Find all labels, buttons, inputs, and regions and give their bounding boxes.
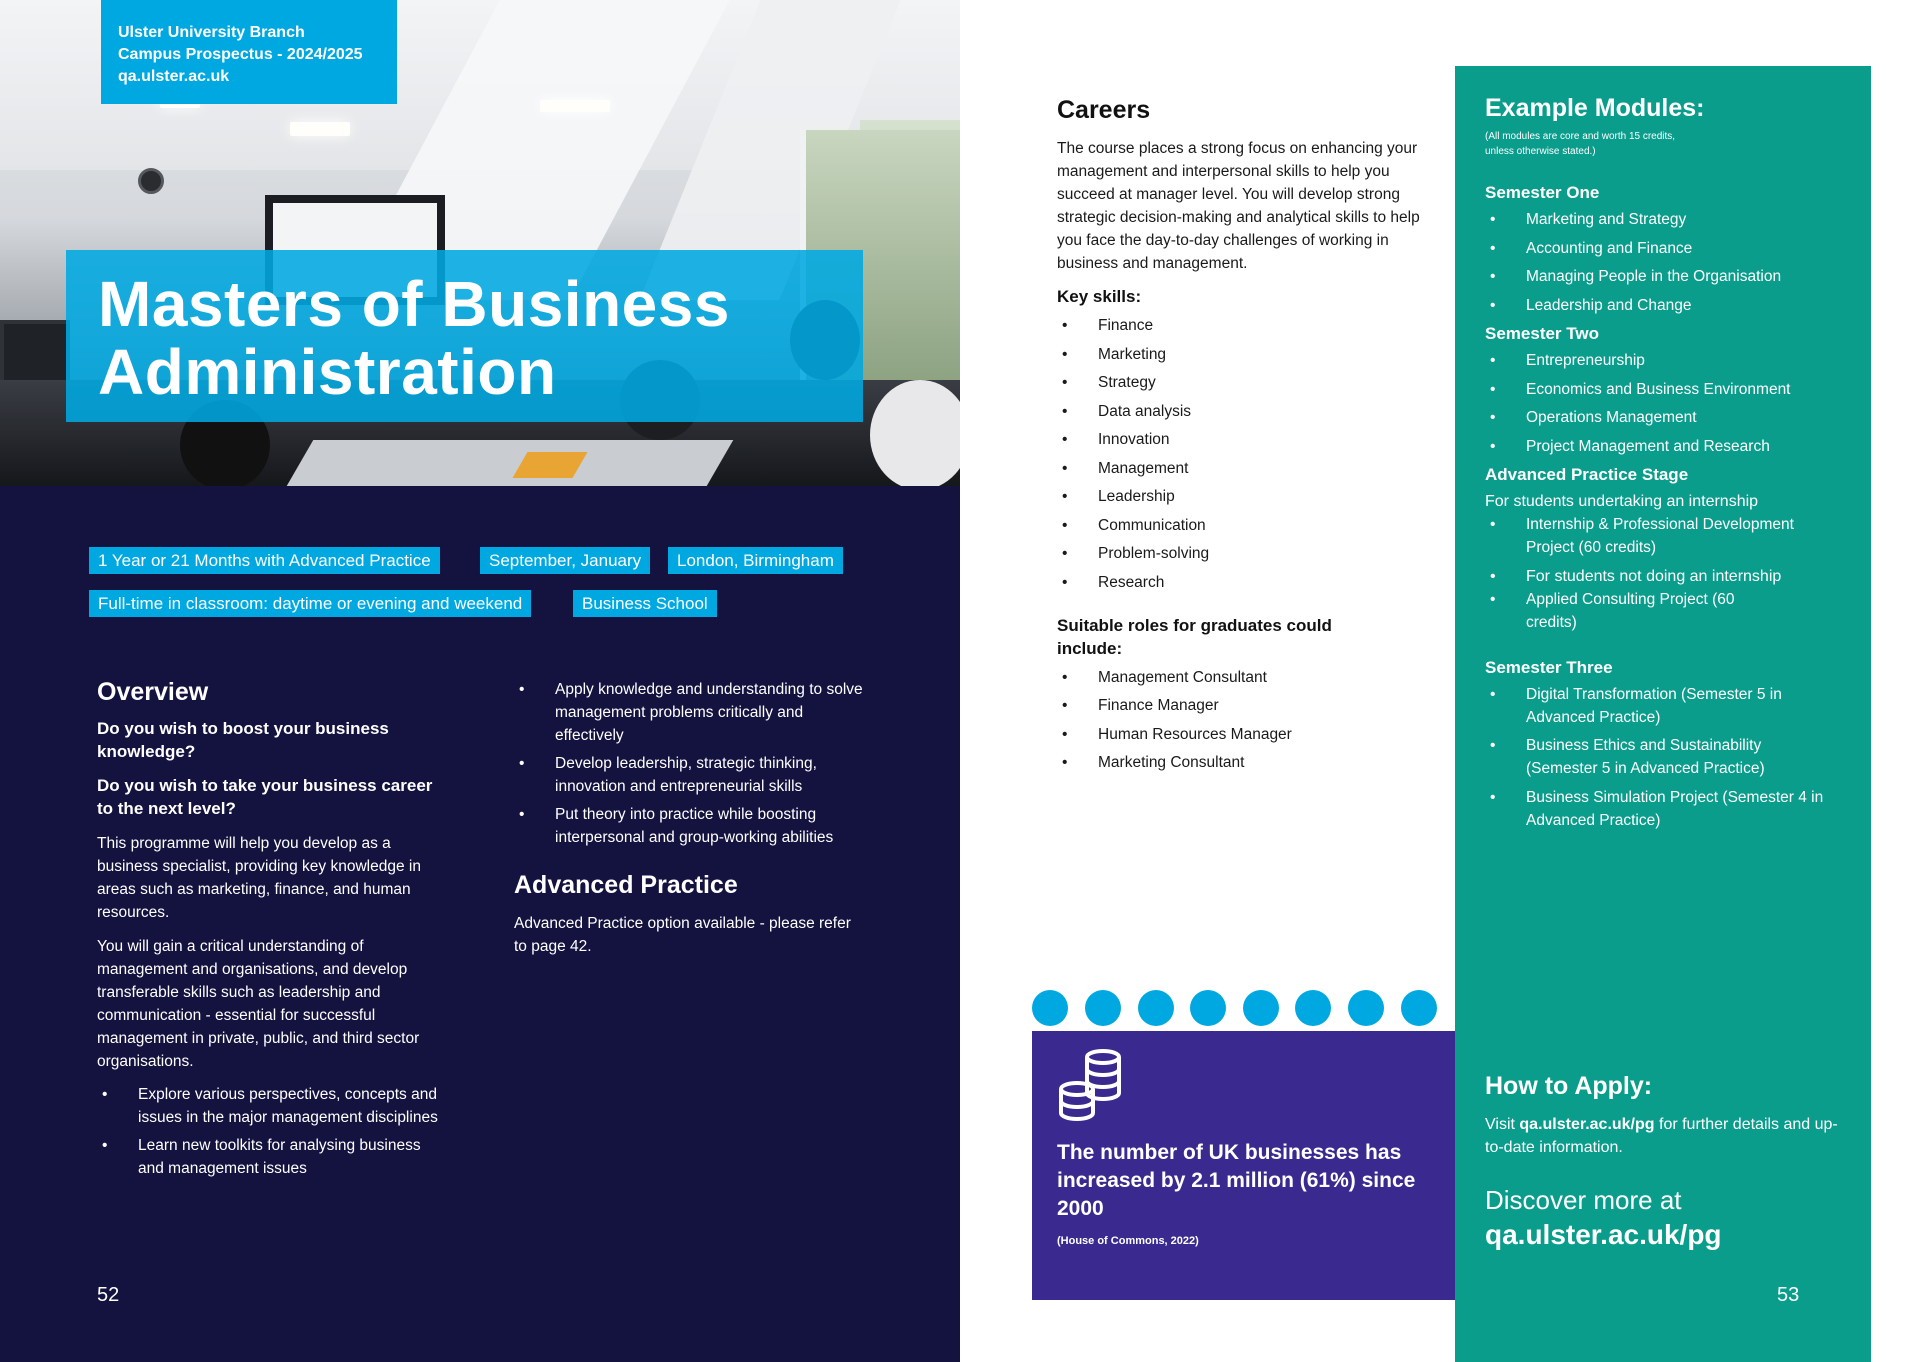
list-item: • Data analysis (1057, 400, 1427, 423)
tag-study-mode: Full-time in classroom: daytime or evening and weekend (89, 590, 531, 617)
tag-duration: 1 Year or 21 Months with Advanced Practice (89, 547, 440, 574)
course-title-line1: Masters of Business (98, 268, 730, 340)
overview-bullets-left (97, 1083, 447, 1180)
roles-list (1057, 666, 1427, 775)
list-item: • Marketing and Strategy (1485, 208, 1871, 231)
overview-bullets-right (514, 678, 874, 849)
prospectus-year: Campus Prospectus - 2024/2025 (118, 46, 363, 63)
overview-question-2: Do you wish to take your business career to the next level? (97, 776, 433, 818)
careers-heading: Careers (1057, 96, 1151, 124)
modules-panel (1455, 66, 1871, 1362)
discover-text: Discover more at (1485, 1185, 1682, 1215)
list-item: • Entrepreneurship (1485, 349, 1871, 372)
semester-one-list (1485, 208, 1871, 317)
modules-heading: Example Modules: (1485, 94, 1705, 122)
advanced-practice-text: Advanced Practice option available - please refer to page 42. (514, 915, 851, 955)
list-item: • Applied Consulting Project (60 credits) (1485, 588, 1735, 634)
list-item: • Management (1057, 457, 1427, 480)
list-item: • Develop leadership, strategic thinking, innovation and entrepreneurial skills (514, 752, 874, 798)
statistic-source: (House of Commons, 2022) (1057, 1235, 1199, 1247)
decorative-dots (1032, 990, 1442, 1026)
list-item: • Strategy (1057, 371, 1427, 394)
branch-name: Ulster University Branch (118, 24, 305, 41)
list-item: • Operations Management (1485, 406, 1871, 429)
list-item: • Put theory into practice while boosting interpersonal and group-working abilities (514, 803, 874, 849)
roles-heading: Suitable roles for graduates could include: (1057, 615, 1332, 658)
tag-intakes: September, January (480, 547, 650, 574)
semester-three-heading: Semester Three (1485, 657, 1613, 677)
statistic-text: The number of UK businesses has increased by 2.1 million (61%) since 2000 (1057, 1141, 1416, 1220)
semester-one-heading: Semester One (1485, 183, 1600, 202)
advanced-stage-list (1485, 513, 1815, 634)
list-item: • Learn new toolkits for analysing business and management issues (97, 1134, 447, 1180)
list-item: • Leadership and Change (1485, 294, 1871, 317)
list-item: • Business Ethics and Sustainability (Semester 5 in Advanced Practice) (1485, 734, 1825, 780)
apply-section (1485, 1072, 1845, 1253)
list-item: • Project Management and Research (1485, 435, 1871, 458)
list-item: • Finance Manager (1057, 694, 1427, 717)
overview-right-column (514, 678, 874, 958)
coins-icon (1057, 1047, 1127, 1127)
header-url[interactable]: qa.ulster.ac.uk (118, 68, 230, 85)
list-item: • Problem-solving (1057, 542, 1427, 565)
campus-info-box (101, 0, 397, 104)
course-title-box (66, 250, 863, 422)
key-skills-heading: Key skills: (1057, 287, 1142, 306)
careers-section (1057, 96, 1427, 780)
overview-paragraph-1: This programme will help you develop as a business specialist, providing key knowledge in areas such as marketing, finance, and human resources. (97, 835, 421, 921)
advanced-practice-heading: Advanced Practice (514, 871, 738, 899)
apply-text: Visit qa.ulster.ac.uk/pg for further details and up-to-date information. (1485, 1116, 1838, 1156)
list-item: • Marketing (1057, 343, 1427, 366)
semester-two-list (1485, 349, 1871, 458)
list-item: • Finance (1057, 314, 1427, 337)
list-item: • Explore various perspectives, concepts and issues in the major management disciplines (97, 1083, 447, 1129)
list-item: • Human Resources Manager (1057, 723, 1427, 746)
list-item: • Accounting and Finance (1485, 237, 1871, 260)
apply-link[interactable]: qa.ulster.ac.uk/pg (1519, 1116, 1655, 1133)
wall-clock (138, 168, 164, 194)
page-number-left: 52 (97, 1284, 120, 1306)
discover-link[interactable]: qa.ulster.ac.uk/pg (1485, 1219, 1722, 1250)
list-item: • Innovation (1057, 428, 1427, 451)
tag-school: Business School (573, 590, 717, 617)
list-item: • Management Consultant (1057, 666, 1427, 689)
list-item: • Managing People in the Organisation (1485, 265, 1871, 288)
list-item: • Communication (1057, 514, 1427, 537)
careers-text: The course places a strong focus on enhancing your management and interpersonal skills to help you succeed at manager level. You will develop strong strategic decision-making and analytical skills to help you face the day-to-day challenges of working in business and management. (1057, 140, 1420, 272)
advanced-stage-heading: Advanced Practice Stage (1485, 465, 1689, 484)
page-number-right: 53 (1777, 1284, 1800, 1306)
list-item: • Apply knowledge and understanding to solve management problems critically and effectively (514, 678, 874, 747)
key-skills-list (1057, 314, 1427, 594)
overview-paragraph-2: You will gain a critical understanding of management and organisations, and develop transferable skills such as leadership and communication - essential for successful management in private, public, and third sector organisations. (97, 938, 420, 1070)
course-title-line2: Administration (98, 336, 557, 408)
list-item: • Digital Transformation (Semester 5 in Advanced Practice) (1485, 683, 1825, 729)
list-item: • Leadership (1057, 485, 1427, 508)
tag-locations: London, Birmingham (668, 547, 843, 574)
statistic-box (1032, 1031, 1455, 1300)
apply-heading: How to Apply: (1485, 1072, 1653, 1100)
list-item: • Business Simulation Project (Semester 4 in Advanced Practice) (1485, 786, 1825, 832)
overview-heading: Overview (97, 678, 209, 706)
overview-section (97, 678, 447, 1185)
list-item: • Economics and Business Environment (1485, 378, 1871, 401)
list-item: • Research (1057, 571, 1427, 594)
overview-question-1: Do you wish to boost your business knowledge? (97, 719, 389, 761)
modules-note: (All modules are core and worth 15 credits, unless otherwise stated.) (1485, 131, 1676, 157)
list-item: • For students not doing an internship (1485, 565, 1815, 588)
list-item: • Marketing Consultant (1057, 751, 1427, 774)
semester-two-heading: Semester Two (1485, 324, 1600, 343)
advanced-stage-subheading: For students undertaking an internship (1485, 493, 1759, 510)
semester-three-list (1485, 683, 1825, 832)
list-item: • Internship & Professional Development Project (60 credits) (1485, 513, 1815, 559)
